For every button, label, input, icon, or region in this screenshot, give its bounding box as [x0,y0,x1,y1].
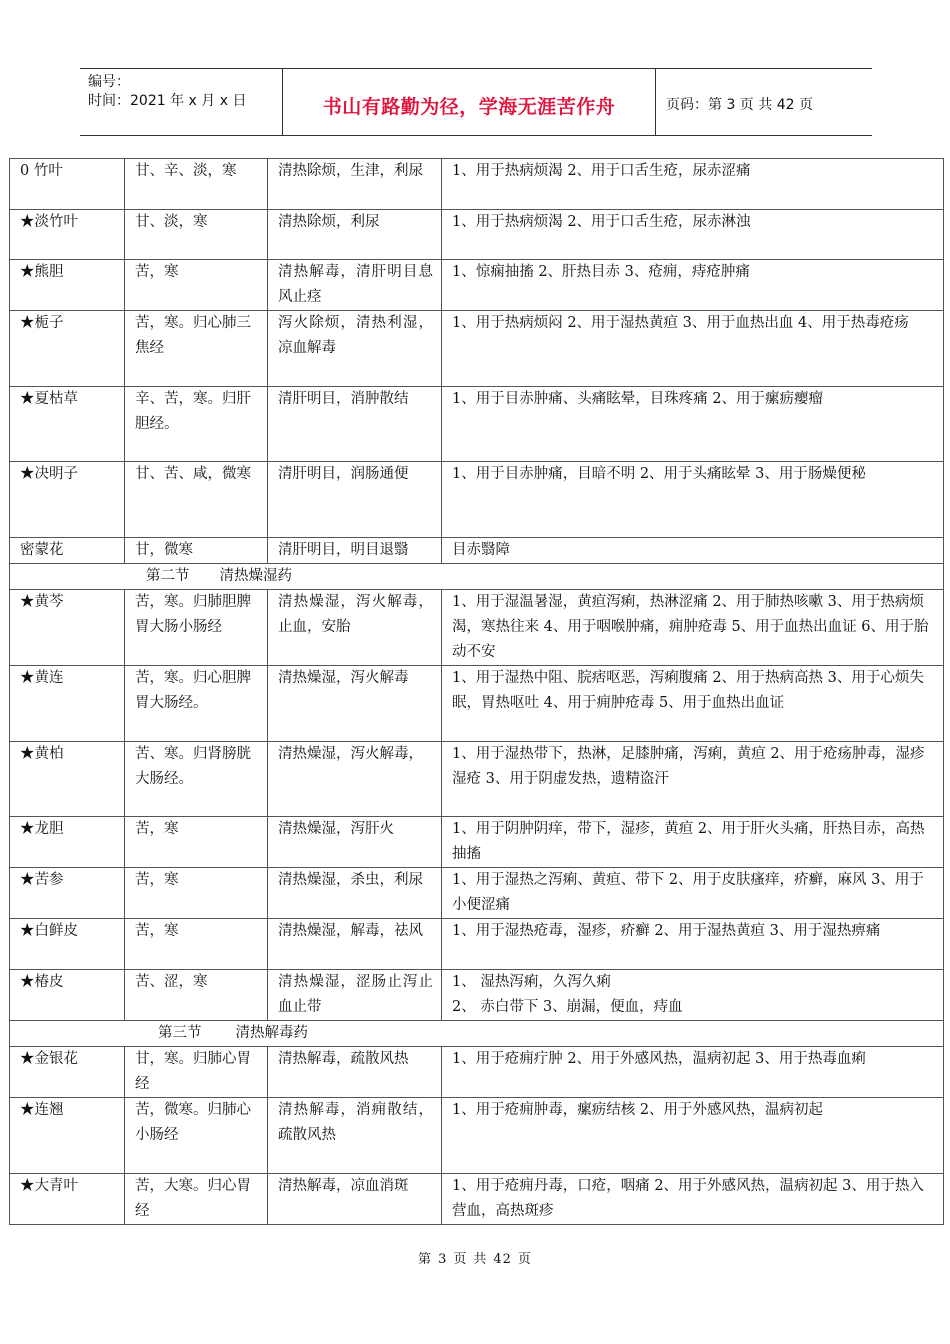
herb-indications: 1、用于湿热带下，热淋，足膝肿痛，泻痢，黄疸 2、用于疮疡肿毒，湿疹湿疮 3、用于阴虚发热，遗精盗汗 [442,742,944,817]
herb-name: ★白鲜皮 [10,919,125,970]
herb-name: ★黄芩 [10,590,125,666]
footer-page-unit: 页 [453,1252,468,1267]
herb-nature: 甘、苦、咸，微寒 [125,462,268,538]
herb-row [10,260,944,311]
section-row [10,564,944,590]
herb-nature: 甘，寒。归肺心胃经 [125,1047,268,1098]
herb-name: ★金银花 [10,1047,125,1098]
herb-indications: 1、用于疮痈丹毒，口疮，咽痛 2、用于外感风热，温病初起 3、用于热入营血，高热斑疹 [442,1174,944,1225]
herb-indications: 1、用于热病烦闷 2、用于湿热黄疸 3、用于血热出血 4、用于热毒疮疡 [442,311,944,387]
herb-table-body [10,159,944,1225]
herb-effect: 清热燥湿，杀虫，利尿 [268,868,442,919]
section-row [10,1021,944,1047]
footer-page-number: 3 [438,1252,448,1267]
number-label: 编号： [88,74,130,90]
page-footer [0,1248,950,1267]
herb-effect: 清肝明目，润肠通便 [268,462,442,538]
section-heading [10,564,944,590]
herb-effect: 清热解毒，消痈散结，疏散风热 [268,1098,442,1174]
herb-indications: 1、 湿热泻痢，久泻久痢 2、 赤白带下 3、崩漏，便血，痔血 [442,970,944,1021]
herb-row [10,538,944,564]
header-motto: 书山有路勤为径，学海无涯苦作舟 [282,69,656,135]
herb-name: ★淡竹叶 [10,210,125,260]
herb-nature: 苦，寒。归心胆脾胃大肠经。 [125,666,268,742]
herb-name: 0 竹叶 [10,159,125,210]
herb-name: ★龙胆 [10,817,125,868]
herb-effect: 清热解毒，凉血消斑 [268,1174,442,1225]
herb-name: ★椿皮 [10,970,125,1021]
herb-effect: 清热除烦，利尿 [268,210,442,260]
herb-effect: 清热燥湿，解毒，祛风 [268,919,442,970]
footer-total-label: 共 [473,1252,488,1267]
herb-indications: 1、用于目赤肿痛，目暗不明 2、用于头痛眩晕 3、用于肠燥便秘 [442,462,944,538]
herb-name: ★连翘 [10,1098,125,1174]
herb-indications: 1、用于目赤肿痛、头痛眩晕，目珠疼痛 2、用于瘰疬瘿瘤 [442,387,944,462]
footer-prefix: 第 [418,1252,433,1267]
herb-nature: 甘，微寒 [125,538,268,564]
herb-row [10,868,944,919]
herb-name: ★大青叶 [10,1174,125,1225]
herb-name: ★熊胆 [10,260,125,311]
herb-name: ★苦参 [10,868,125,919]
date-label: 时间：2021 年 x 月 x 日 [88,93,247,109]
footer-suffix: 页 [517,1252,532,1267]
herb-row [10,1047,944,1098]
herb-row [10,210,944,260]
herb-row [10,742,944,817]
herb-row [10,590,944,666]
herb-nature: 苦，寒 [125,919,268,970]
herb-nature: 苦，寒 [125,868,268,919]
herb-effect: 清热解毒，清肝明目息风止痉 [268,260,442,311]
document-header [80,68,872,136]
section-heading [10,1021,944,1047]
herb-nature: 苦，寒 [125,817,268,868]
herb-indications: 1、用于湿热之泻痢、黄疸、带下 2、用于皮肤瘙痒，疥癣，麻风 3、用于小便涩痛 [442,868,944,919]
herb-nature: 苦、涩，寒 [125,970,268,1021]
herb-row [10,159,944,210]
herb-name: 密蒙花 [10,538,125,564]
herb-indications: 1、用于湿温暑湿，黄疸泻痢，热淋涩痛 2、用于肺热咳嗽 3、用于热病烦渴，寒热往来 4、用于咽喉肿痛，痈肿疮毒 5、用于血热出血证 6、用于胎动不安 [442,590,944,666]
herb-effect: 清热燥湿，涩肠止泻止血止带 [268,970,442,1021]
herb-name: ★黄连 [10,666,125,742]
footer-total-pages: 42 [493,1252,512,1267]
herb-effect: 清热燥湿，泻火解毒，止血，安胎 [268,590,442,666]
herb-nature: 甘、辛、淡，寒 [125,159,268,210]
herb-row [10,387,944,462]
herb-effect: 清热除烦，生津，利尿 [268,159,442,210]
section-title: 清热解毒药 [235,1025,308,1041]
herb-row [10,462,944,538]
herb-nature: 苦，微寒。归肺心小肠经 [125,1098,268,1174]
section-number: 第二节 [146,568,190,584]
herb-row [10,817,944,868]
herb-indications: 1、用于阴肿阴痒，带下，湿疹，黄疸 2、用于肝火头痛，肝热目赤，高热抽搐 [442,817,944,868]
header-page-info: 页码：第 3 页 共 42 页 [666,97,813,113]
herb-indications: 1、用于热病烦渴 2、用于口舌生疮，尿赤淋浊 [442,210,944,260]
herb-name: ★夏枯草 [10,387,125,462]
herb-nature: 苦、寒。归肾膀胱大肠经。 [125,742,268,817]
herb-row [10,666,944,742]
herb-indications: 1、用于疮痈肿毒，瘰疬结核 2、用于外感风热，温病初起 [442,1098,944,1174]
herb-nature: 苦，寒。归肺胆脾胃大肠小肠经 [125,590,268,666]
herb-table [9,158,944,1225]
herb-row [10,970,944,1021]
herb-effect: 泻火除烦，清热利湿，凉血解毒 [268,311,442,387]
herb-row [10,919,944,970]
herb-name: ★黄柏 [10,742,125,817]
herb-nature: 甘、淡，寒 [125,210,268,260]
herb-nature: 苦，寒。归心肺三焦经 [125,311,268,387]
herb-effect: 清热燥湿，泻火解毒， [268,742,442,817]
section-number: 第三节 [158,1025,202,1041]
herb-indications: 1、惊痫抽搐 2、肝热目赤 3、疮痈，痔疮肿痛 [442,260,944,311]
herb-name: ★决明子 [10,462,125,538]
herb-name: ★栀子 [10,311,125,387]
section-title: 清热燥湿药 [219,568,292,584]
herb-effect: 清热解毒，疏散风热 [268,1047,442,1098]
herb-indications: 1、用于湿热疮毒，湿疹，疥癣 2、用于湿热黄疸 3、用于湿热痹痛 [442,919,944,970]
herb-indications: 1、用于热病烦渴 2、用于口舌生疮，尿赤涩痛 [442,159,944,210]
herb-nature: 苦，大寒。归心胃经 [125,1174,268,1225]
header-meta [80,69,282,135]
herb-row [10,311,944,387]
herb-effect: 清肝明目，消肿散结 [268,387,442,462]
herb-indications: 1、用于疮痈疔肿 2、用于外感风热，温病初起 3、用于热毒血痢 [442,1047,944,1098]
herb-nature: 苦，寒 [125,260,268,311]
herb-row [10,1174,944,1225]
herb-effect: 清热燥湿，泻肝火 [268,817,442,868]
herb-nature: 辛、苦，寒。归肝胆经。 [125,387,268,462]
herb-effect: 清肝明目，明目退翳 [268,538,442,564]
herb-indications: 1、用于湿热中阻、脘痞呕恶，泻痢腹痛 2、用于热病高热 3、用于心烦失眠，胃热呕吐 4、用于痈肿疮毒 5、用于血热出血证 [442,666,944,742]
herb-effect: 清热燥湿，泻火解毒 [268,666,442,742]
herb-row [10,1098,944,1174]
herb-indications: 目赤翳障 [442,538,944,564]
